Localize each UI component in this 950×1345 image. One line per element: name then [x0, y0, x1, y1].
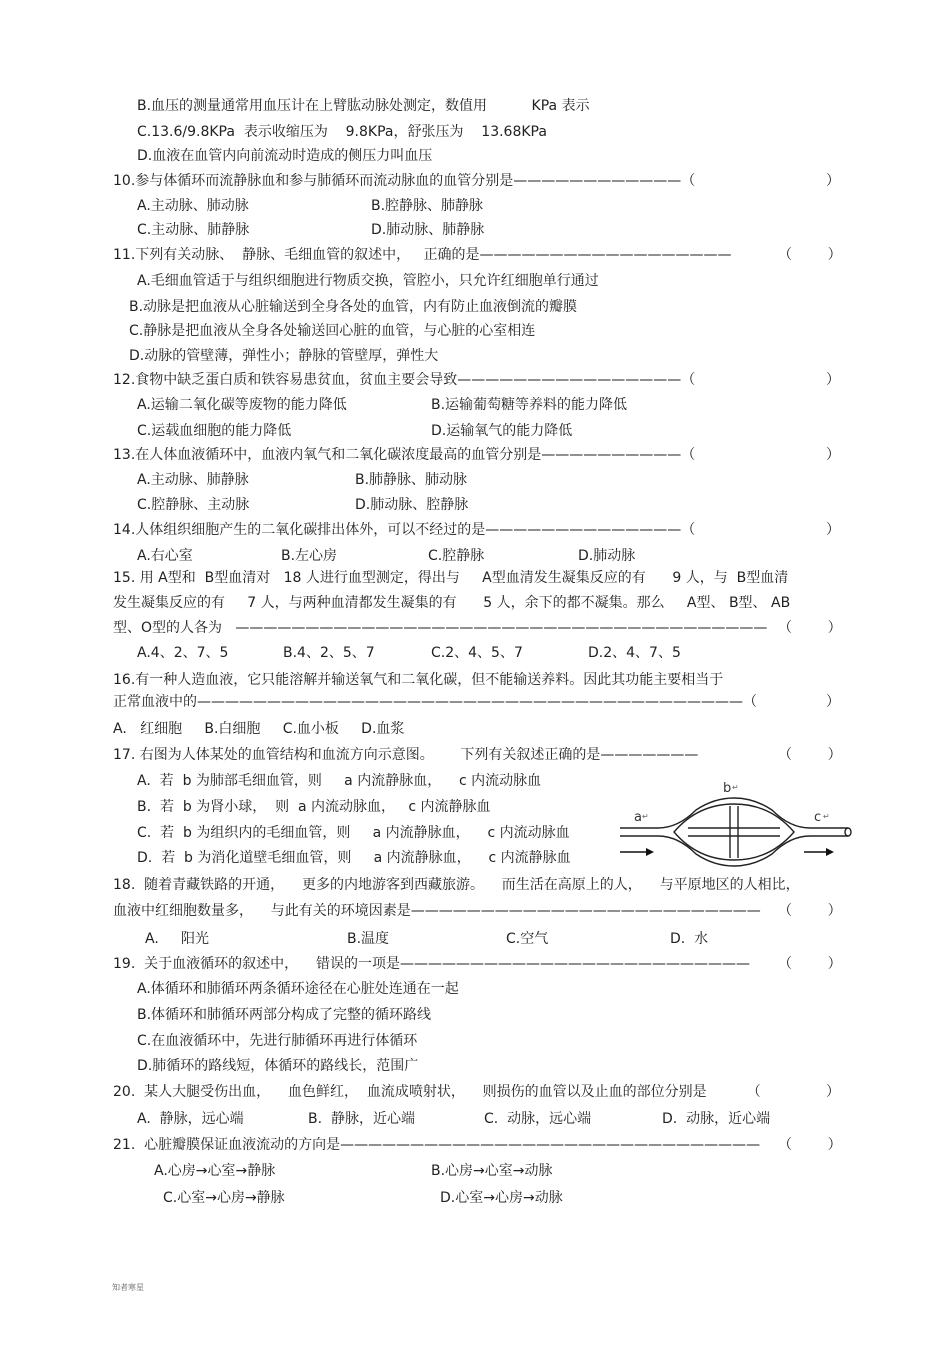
q21-option-b: B.心房→心室→动脉: [431, 1163, 553, 1179]
q19-option-c: C.在血液循环中，先进行肺循环再进行体循环: [137, 1033, 418, 1049]
vessel-network: [620, 798, 851, 866]
q17-option-d: D. 若 b 为消化道壁毛细血管，则 a 内流静脉血， c 内流静脉血: [137, 850, 571, 866]
q13-option-a: A.主动脉、肺静脉: [137, 472, 249, 488]
q18-option-d: D. 水: [670, 931, 709, 947]
q13-answer-paren: ）: [826, 447, 840, 463]
q12-option-b: B.运输葡萄糖等养料的能力降低: [431, 397, 628, 413]
q11-stem: 11.下列有关动脉、 静脉、毛细血管的叙述中， 正确的是——————————————————: [113, 247, 732, 263]
q14-option-b: B.左心房: [281, 548, 338, 564]
q15-option-b: B.4、2、5、7: [283, 645, 375, 661]
q10-option-c: C.主动脉、肺静脉: [137, 222, 250, 238]
q9-option-d: D.血液在血管内向前流动时造成的侧压力叫血压: [137, 148, 433, 164]
q19-option-b: B.体循环和肺循环两部分构成了完整的循环路线: [137, 1007, 432, 1023]
q15-answer-paren: （ ）: [778, 620, 842, 636]
q11-option-c: C.静脉是把血液从全身各处输送回心脏的血管，与心脏的心室相连: [129, 323, 536, 339]
q12-option-a: A.运输二氧化碳等废物的能力降低: [137, 397, 347, 413]
q11-option-b: B.动脉是把血液从心脏输送到全身各处的血管，内有防止血液倒流的瓣膜: [129, 299, 578, 315]
q18-stem-line2: 血液中红细胞数量多， 与此有关的环境因素是—————————————————————————: [113, 903, 761, 919]
q17-option-b: B. 若 b 为肾小球， 则 a 内流动脉血， c 内流静脉血: [137, 799, 491, 815]
q12-option-d: D.运输氧气的能力降低: [431, 423, 573, 439]
q10-option-d: D.肺动脉、肺静脉: [371, 222, 485, 238]
q15-stem-line2: 发生凝集反应的有 7 人，与两种血清都发生凝集的有 5 人，余下的都不凝集。那么 A型、 B型、 AB: [113, 595, 791, 611]
q9-option-c: C.13.6/9.8KPa 表示收缩压为 9.8KPa，舒张压为 13.68KPa: [137, 124, 547, 140]
svg-text:↵: ↵: [732, 783, 739, 792]
q21-option-d: D.心室→心房→动脉: [440, 1190, 563, 1206]
q12-stem: 12.食物中缺乏蛋白质和铁容易患贫血，贫血主要会导致————————————————（: [113, 372, 696, 388]
q21-option-c: C.心室→心房→静脉: [163, 1190, 285, 1206]
q14-answer-paren: ）: [826, 522, 840, 538]
q14-option-d: D.肺动脉: [578, 548, 636, 564]
q20-answer-paren: ）: [826, 1084, 840, 1100]
q14-option-c: C.腔静脉: [428, 548, 485, 564]
q10-option-a: A.主动脉、肺动脉: [137, 198, 249, 214]
q18-option-c: C.空气: [506, 931, 549, 947]
q20-option-c: C. 动脉，远心端: [484, 1111, 592, 1127]
q17-stem: 17. 右图为人体某处的血管结构和血流方向示意图。 下列有关叙述正确的是———————: [113, 747, 699, 763]
q10-answer-paren: ）: [826, 173, 840, 189]
q12-option-c: C.运载血细胞的能力降低: [137, 423, 292, 439]
q16-stem-line2: 正常血液中的———————————————————————————————————————（: [113, 694, 757, 710]
q19-answer-paren: （ ）: [778, 956, 842, 972]
q15-stem-line1: 15. 用 A型和 B型血清对 18 人进行血型测定，得出与 A型血清发生凝集反应的有 9 人，与 B型血清: [113, 570, 789, 586]
q18-option-b: B.温度: [347, 931, 390, 947]
q18-stem-line1: 18. 随着青藏铁路的开通， 更多的内地游客到西藏旅游。 而生活在高原上的人， 与平原地区的人相比，: [113, 877, 800, 893]
q13-option-d: D.肺动脉、腔静脉: [355, 497, 469, 513]
q11-option-a: A.毛细血管适于与组织细胞进行物质交换，管腔小，只允许红细胞单行通过: [137, 273, 599, 289]
q19-option-a: A.体循环和肺循环两条循环途径在心脏处连通在一起: [137, 981, 459, 997]
diagram-label-a: a: [634, 810, 642, 825]
q11-answer-paren: （ ）: [778, 247, 842, 263]
q16-answer-paren: ）: [826, 694, 840, 710]
q13-stem: 13.在人体血液循环中，血液内氧气和二氧化碳浓度最高的血管分别是——————————（: [113, 447, 696, 463]
q20-option-a: A. 静脉，远心端: [137, 1111, 244, 1127]
q15-stem-line3: 型、O型的人各为 ——————————————————————————————————————: [113, 620, 768, 636]
q14-stem: 14.人体组织细胞产生的二氧化碳排出体外，可以不经过的是——————————————（: [113, 522, 696, 538]
q20-option-b: B. 静脉，近心端: [308, 1111, 415, 1127]
q9-option-b: B.血压的测量通常用血压计在上臂肱动脉处测定，数值用 KPa 表示: [137, 98, 590, 114]
q18-answer-paren: （ ）: [778, 903, 842, 919]
q10-stem: 10.参与体循环而流静脉血和参与肺循环而流动脉血的血管分别是————————————（: [113, 173, 696, 189]
svg-text:↵: ↵: [823, 812, 830, 821]
diagram-label-b: b: [723, 781, 732, 796]
q19-option-d: D.肺循环的路线短，体循环的路线长，范围广: [137, 1058, 419, 1074]
q15-option-d: D.2、4、7、5: [588, 645, 681, 661]
q16-stem-line1: 16.有一种人造血液，它只能溶解并输送氧气和二氧化碳，但不能输送养料。因此其功能主要相当于: [113, 672, 724, 688]
q18-option-a: A. 阳光: [145, 931, 210, 947]
q17-option-c: C. 若 b 为组织内的毛细血管，则 a 内流静脉血， c 内流动脉血: [137, 825, 570, 841]
q15-option-a: A.4、2、7、5: [137, 645, 229, 661]
q10-option-b: B.腔静脉、肺静脉: [371, 198, 484, 214]
q21-stem: 21. 心脏瓣膜保证血液流动的方向是——————————————————————————————: [113, 1137, 761, 1153]
q21-option-a: A.心房→心室→静脉: [154, 1163, 276, 1179]
q11-option-d: D.动脉的管壁薄，弹性小；静脉的管壁厚，弹性大: [129, 348, 439, 364]
q14-option-a: A.右心室: [137, 548, 193, 564]
q13-option-c: C.腔静脉、主动脉: [137, 497, 250, 513]
blood-vessel-diagram: [618, 776, 854, 868]
q17-option-a: A. 若 b 为肺部毛细血管，则 a 内流静脉血， c 内流动脉血: [137, 773, 542, 789]
page-footer: 知者寒星: [112, 1283, 144, 1292]
q19-stem: 19. 关于血液循环的叙述中， 错误的一项是—————————————————————————: [113, 956, 750, 972]
svg-text:↵: ↵: [642, 812, 649, 821]
q12-answer-paren: ）: [826, 372, 840, 388]
diagram-label-c: c: [814, 810, 822, 825]
q20-option-d: D. 动脉，近心端: [662, 1111, 771, 1127]
q16-options: A. 红细胞 B.白细胞 C.血小板 D.血浆: [113, 721, 405, 737]
q20-stem: 20. 某人大腿受伤出血， 血色鲜红， 血流成喷射状， 则损伤的血管以及止血的部位分别是 （: [113, 1084, 761, 1100]
q21-answer-paren: （ ）: [778, 1137, 842, 1153]
q15-option-c: C.2、4、5、7: [431, 645, 523, 661]
q13-option-b: B.肺静脉、肺动脉: [355, 472, 468, 488]
q17-answer-paren: （ ）: [778, 747, 842, 763]
